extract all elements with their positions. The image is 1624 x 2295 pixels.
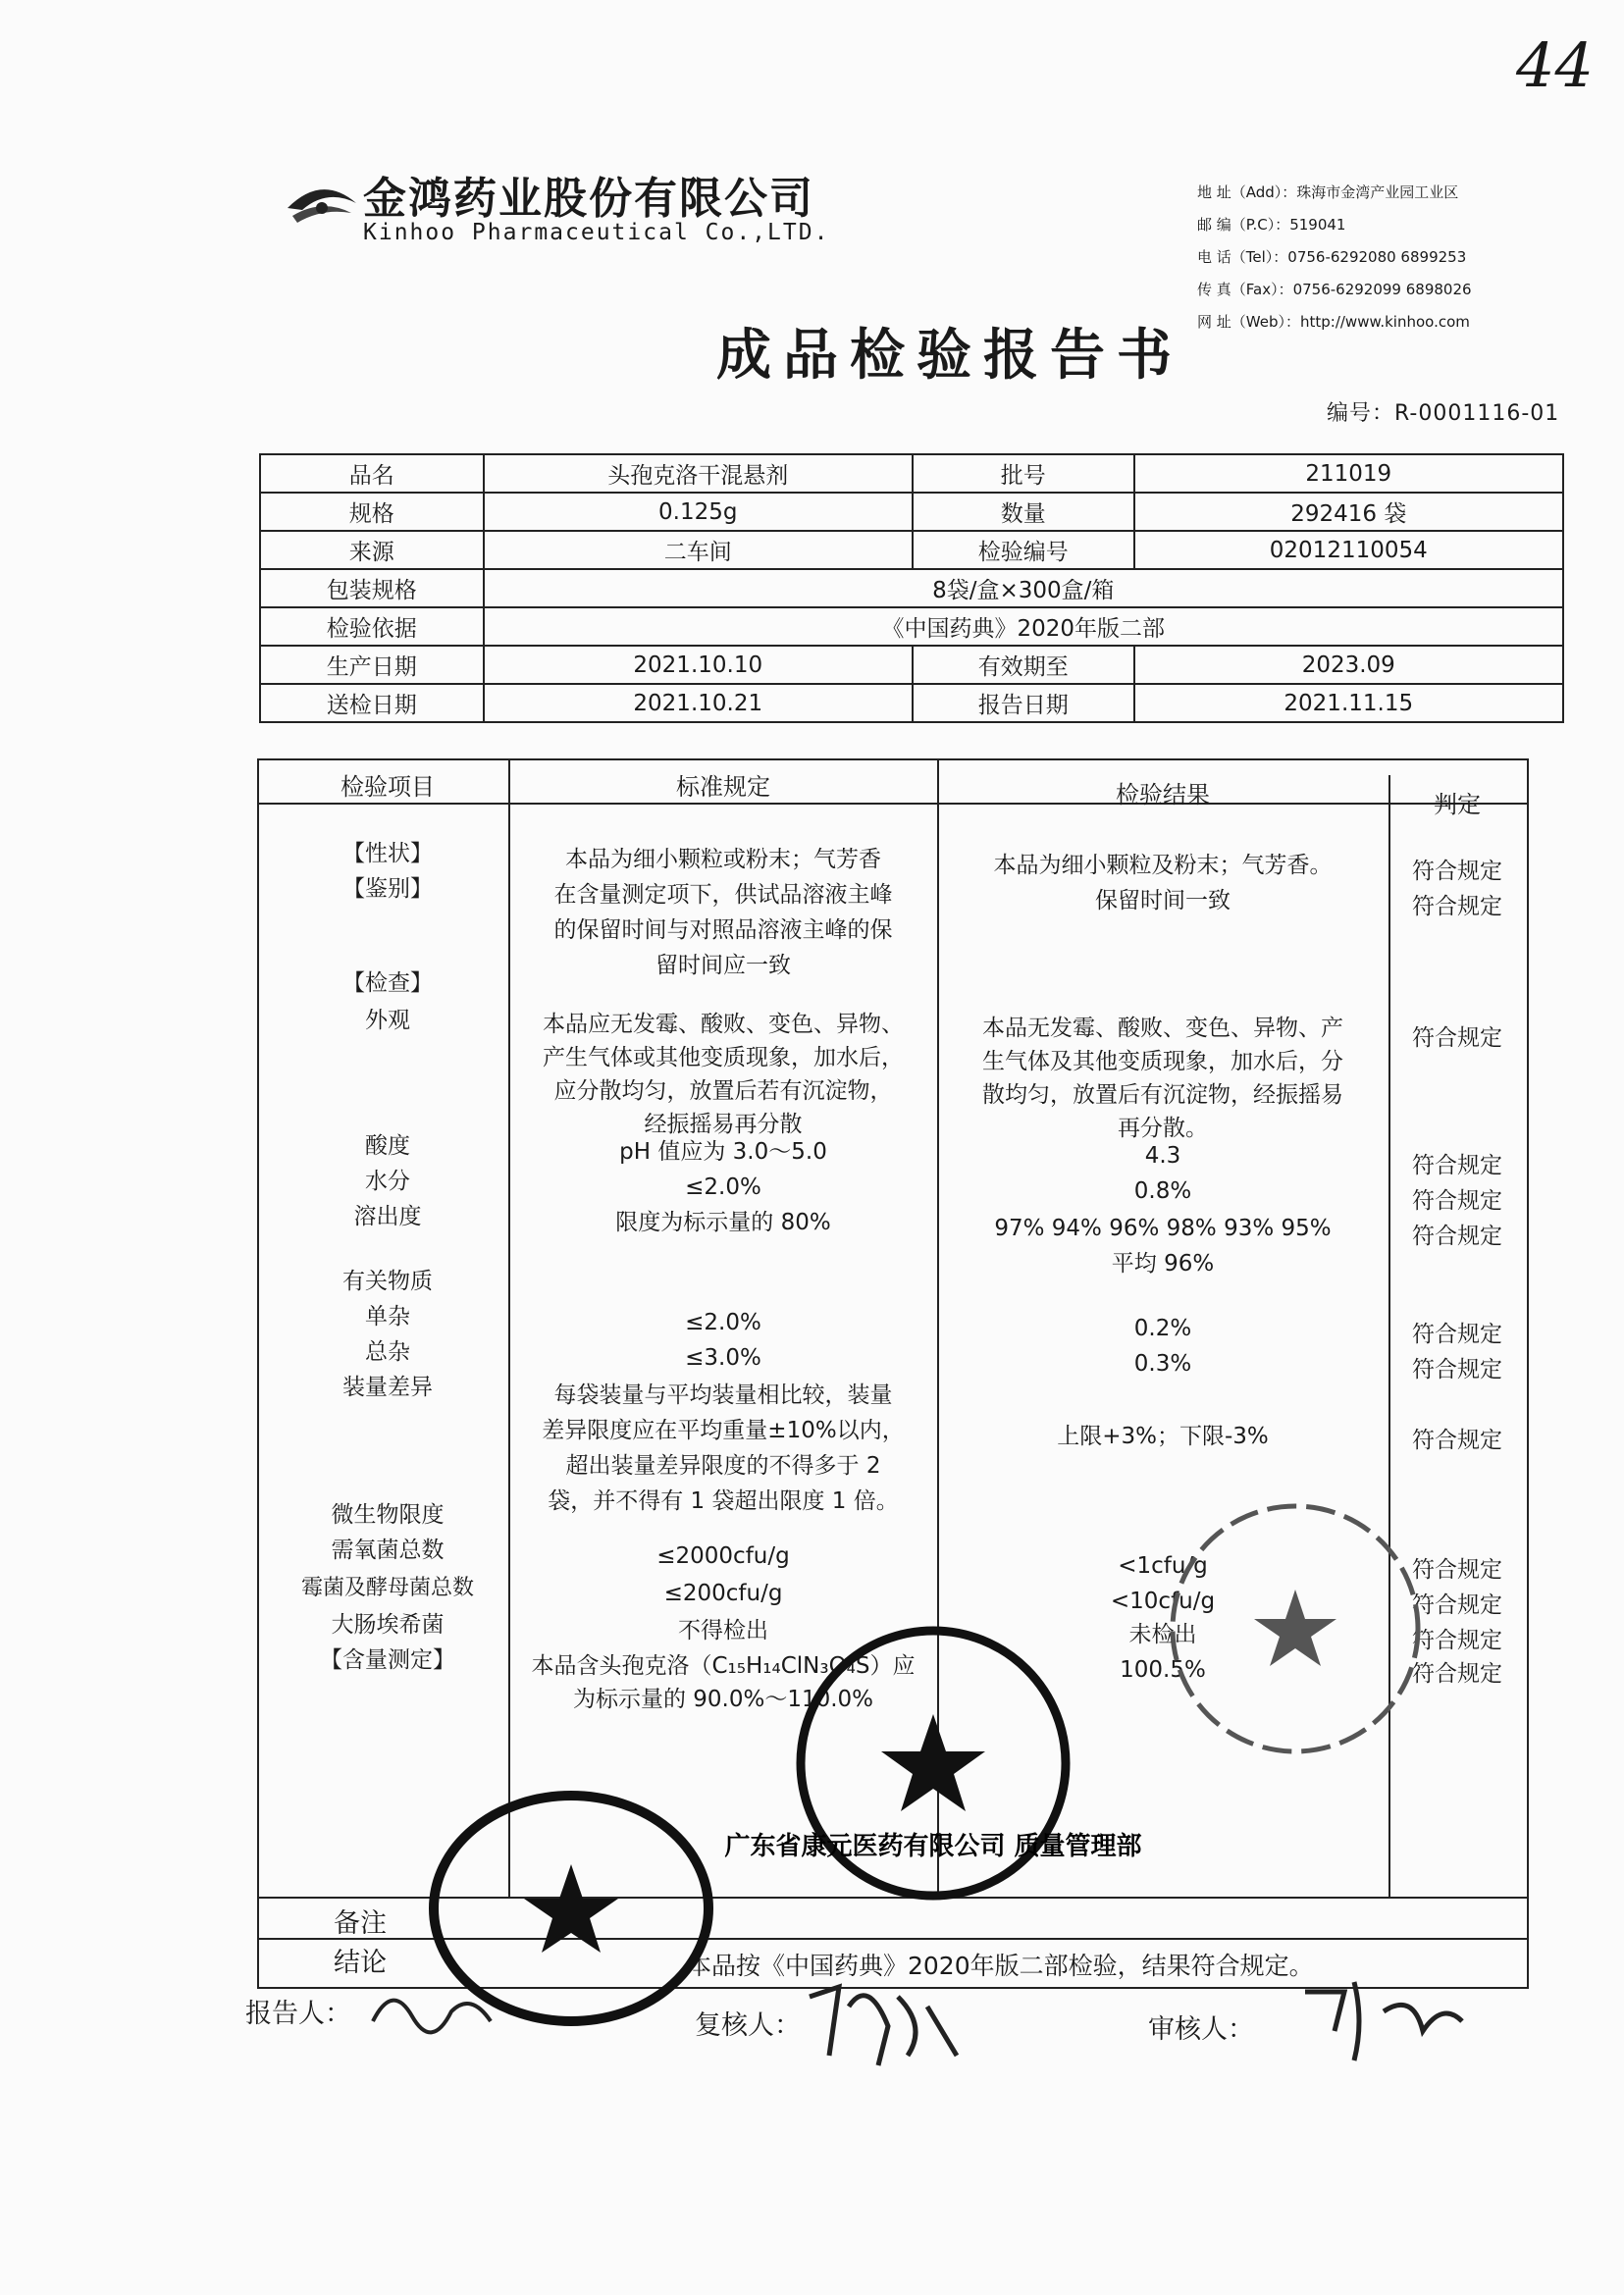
pack-value: 8袋/盒×300盒/箱 xyxy=(484,569,1563,607)
expiry-label: 有效期至 xyxy=(913,646,1134,684)
result-mold-yeast-count: <10cfu/g xyxy=(1110,1589,1216,1614)
result-property: 本品为细小颗粒及粉末；气芳香。 xyxy=(993,853,1333,878)
standard-single-impurity: ≤2.0% xyxy=(685,1310,761,1335)
item-microbial-limit: 微生物限度 xyxy=(331,1502,445,1528)
contact-fax: 传 真（Fax）：0756-6292099 6898026 xyxy=(1197,281,1472,298)
company-name-en: Kinhoo Pharmaceutical Co.,LTD. xyxy=(363,220,830,245)
conclusion-text: 本品按《中国药典》2020年版二部检验，结果符合规定。 xyxy=(687,1952,1314,1980)
reporter-label: 报告人： xyxy=(245,1999,351,2029)
spec-label: 规格 xyxy=(260,493,484,531)
standard-fill-variation-3: 超出装量差异限度的不得多于 2 xyxy=(565,1453,881,1479)
standard-dissolution: 限度为标示量的 80% xyxy=(615,1210,831,1235)
conclusion-label: 结论 xyxy=(334,1948,387,1978)
report-date-value: 2021.11.15 xyxy=(1134,684,1563,722)
result-appearance-3: 散均匀，放置后有沉淀物，经振摇易 xyxy=(982,1082,1343,1108)
basis-label: 检验依据 xyxy=(260,607,484,646)
standard-fill-variation-2: 差异限度应在平均重量±10%以内， xyxy=(542,1418,905,1443)
result-acidity: 4.3 xyxy=(1144,1143,1181,1169)
result-moisture: 0.8% xyxy=(1133,1178,1192,1204)
result-appearance-4: 再分散。 xyxy=(1118,1116,1208,1141)
item-single-impurity: 单杂 xyxy=(365,1304,410,1330)
result-ecoli: 未检出 xyxy=(1128,1622,1197,1647)
verdict-property: 符合规定 xyxy=(1412,859,1502,884)
table-row xyxy=(260,531,1563,569)
qa-stamp-label: 广东省康元医药有限公司 质量管理部 xyxy=(724,1832,1142,1861)
submit-date-label: 送检日期 xyxy=(260,684,484,722)
product-label: 品名 xyxy=(260,454,484,493)
verdict-dissolution: 符合规定 xyxy=(1412,1224,1502,1249)
standard-identification-2: 的保留时间与对照品溶液主峰的保 xyxy=(553,917,893,943)
company-logo-icon xyxy=(283,169,361,237)
standard-moisture: ≤2.0% xyxy=(685,1174,761,1200)
qty-value: 292416 袋 xyxy=(1134,493,1563,531)
item-dissolution: 溶出度 xyxy=(353,1204,422,1229)
verdict-total-impurity: 符合规定 xyxy=(1412,1357,1502,1382)
item-total-impurity: 总杂 xyxy=(365,1339,410,1365)
verdict-aerobic-count: 符合规定 xyxy=(1412,1557,1502,1583)
standard-appearance-1: 本品应无发霉、酸败、变色、异物、 xyxy=(543,1012,904,1037)
verdict-moisture: 符合规定 xyxy=(1412,1188,1502,1214)
verdict-single-impurity: 符合规定 xyxy=(1412,1322,1502,1347)
faded-inspection-stamp xyxy=(1158,1482,1433,1776)
item-related-substances: 有关物质 xyxy=(342,1269,433,1294)
verdict-mold-yeast-count: 符合规定 xyxy=(1412,1592,1502,1618)
result-single-impurity: 0.2% xyxy=(1133,1316,1192,1341)
item-aerobic-count: 需氧菌总数 xyxy=(331,1538,445,1563)
approver-label: 审核人： xyxy=(1148,2014,1254,2045)
col-header-standard: 标准规定 xyxy=(676,773,770,801)
table-row xyxy=(260,646,1563,684)
item-moisture: 水分 xyxy=(365,1169,410,1194)
expiry-value: 2023.09 xyxy=(1134,646,1563,684)
result-assay: 100.5% xyxy=(1120,1657,1206,1683)
item-identification: 【鉴别】 xyxy=(342,876,433,902)
report-date-label: 报告日期 xyxy=(913,684,1134,722)
verdict-assay: 符合规定 xyxy=(1412,1661,1502,1687)
company-name-cn: 金鸿药业股份有限公司 xyxy=(363,174,814,224)
qa-department-stamp xyxy=(724,1621,1142,1905)
result-aerobic-count: <1cfu/g xyxy=(1118,1553,1208,1579)
remarks-label: 备注 xyxy=(334,1908,387,1939)
standard-ecoli: 不得检出 xyxy=(678,1618,768,1643)
result-identification: 保留时间一致 xyxy=(1095,888,1231,913)
item-acidity: 酸度 xyxy=(365,1133,410,1159)
pack-label: 包装规格 xyxy=(260,569,484,607)
verdict-acidity: 符合规定 xyxy=(1412,1153,1502,1178)
verdict-fill-variation: 符合规定 xyxy=(1412,1428,1502,1453)
qty-label: 数量 xyxy=(913,493,1134,531)
contact-postcode: 邮 编（P.C）：519041 xyxy=(1197,216,1346,234)
table-row xyxy=(260,607,1563,646)
result-total-impurity: 0.3% xyxy=(1133,1351,1192,1377)
item-appearance-property: 【性状】 xyxy=(342,841,433,866)
report-serial: 编号：R-0001116-01 xyxy=(1327,401,1560,426)
standard-identification-1: 在含量测定项下，供试品溶液主峰 xyxy=(553,882,893,908)
verdict-ecoli: 符合规定 xyxy=(1412,1628,1502,1653)
batch-value: 211019 xyxy=(1134,454,1563,493)
verdict-identification: 符合规定 xyxy=(1412,894,1502,919)
item-assay: 【含量测定】 xyxy=(320,1647,455,1673)
standard-fill-variation-4: 袋，并不得有 1 袋超出限度 1 倍。 xyxy=(548,1488,899,1514)
reviewer-signature xyxy=(800,1967,967,2075)
standard-mold-yeast-count: ≤200cfu/g xyxy=(663,1581,783,1606)
batch-label: 批号 xyxy=(913,454,1134,493)
result-appearance-2: 生气体及其他变质现象，加水后，分 xyxy=(982,1049,1343,1074)
result-appearance-1: 本品无发霉、酸败、变色、异物、产 xyxy=(982,1016,1343,1041)
report-title: 成品检验报告书 xyxy=(716,324,1183,388)
result-dissolution-average: 平均 96% xyxy=(1111,1251,1215,1277)
prod-date-label: 生产日期 xyxy=(260,646,484,684)
approver-signature xyxy=(1295,1972,1472,2070)
result-fill-variation: 上限+3%；下限-3% xyxy=(1057,1424,1269,1449)
standard-assay-2: 为标示量的 90.0%～110.0% xyxy=(572,1687,874,1712)
test-no-value: 02012110054 xyxy=(1134,531,1563,569)
standard-fill-variation-1: 每袋装量与平均装量相比较，装量 xyxy=(553,1382,893,1408)
standard-acidity: pH 值应为 3.0～5.0 xyxy=(619,1139,827,1165)
standard-total-impurity: ≤3.0% xyxy=(685,1345,761,1371)
table-row xyxy=(260,454,1563,493)
standard-appearance-4: 经振摇易再分散 xyxy=(644,1112,803,1137)
table-row xyxy=(260,684,1563,722)
col-header-item: 检验项目 xyxy=(341,773,435,801)
table-row xyxy=(260,569,1563,607)
standard-assay-1: 本品含头孢克洛（C₁₅H₁₄ClN₃O₄S）应 xyxy=(531,1653,916,1679)
item-ecoli: 大肠埃希菌 xyxy=(331,1612,445,1638)
test-no-label: 检验编号 xyxy=(913,531,1134,569)
header-info-table xyxy=(259,453,1564,723)
basis-value: 《中国药典》2020年版二部 xyxy=(484,607,1563,646)
page-number: 44 xyxy=(1516,29,1594,101)
contact-address: 地 址（Add）：珠海市金湾产业园工业区 xyxy=(1197,183,1459,201)
standard-identification-3: 留时间应一致 xyxy=(655,953,791,978)
col-header-verdict: 判定 xyxy=(1434,791,1481,818)
standard-appearance-2: 产生气体或其他变质现象，加水后， xyxy=(543,1045,904,1070)
spec-value: 0.125g xyxy=(484,493,913,531)
standard-appearance-3: 应分散均匀，放置后若有沉淀物， xyxy=(553,1078,893,1104)
col-header-result: 检验结果 xyxy=(1116,781,1210,808)
item-mold-yeast-count: 霉菌及酵母菌总数 xyxy=(300,1576,474,1600)
reviewer-label: 复核人： xyxy=(695,2010,801,2041)
result-dissolution: 97% 94% 96% 98% 93% 95% xyxy=(994,1216,1332,1241)
item-inspection: 【检查】 xyxy=(342,970,433,996)
standard-property: 本品为细小颗粒或粉末；气芳香 xyxy=(565,847,881,872)
product-value: 头孢克洛干混悬剂 xyxy=(484,454,913,493)
standard-aerobic-count: ≤2000cfu/g xyxy=(656,1543,790,1569)
item-appearance: 外观 xyxy=(365,1008,410,1033)
company-seal-stamp xyxy=(424,1781,718,2036)
source-label: 来源 xyxy=(260,531,484,569)
company-contact-block xyxy=(1197,177,1472,339)
prod-date-value: 2021.10.10 xyxy=(484,646,913,684)
verdict-appearance: 符合规定 xyxy=(1412,1025,1502,1051)
contact-phone: 电 话（Tel）：0756-6292080 6899253 xyxy=(1197,248,1467,266)
source-value: 二车间 xyxy=(484,531,913,569)
table-row xyxy=(260,493,1563,531)
item-fill-variation: 装量差异 xyxy=(342,1375,433,1400)
submit-date-value: 2021.10.21 xyxy=(484,684,913,722)
contact-website: 网 址（Web）：http://www.kinhoo.com xyxy=(1197,313,1470,331)
